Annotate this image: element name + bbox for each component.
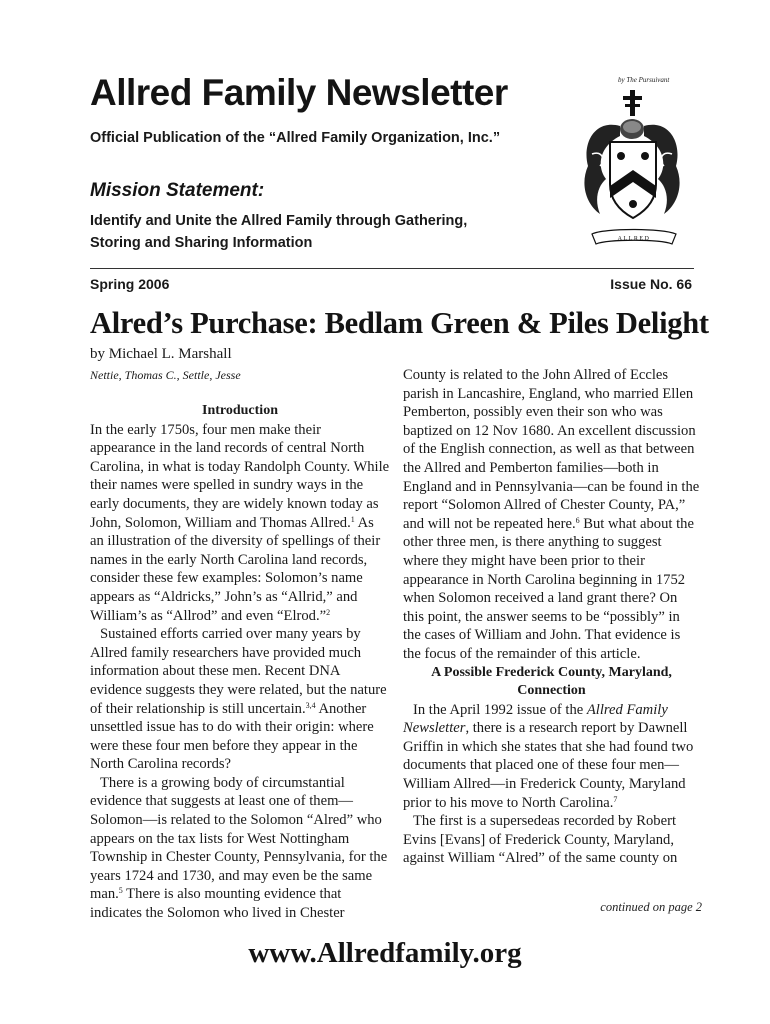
crest-top-text: by The Pursuivant bbox=[618, 76, 670, 84]
section-heading: A Possible Frederick County, Maryland, Connection bbox=[431, 664, 672, 699]
article-column-left bbox=[90, 366, 390, 923]
article-column-right bbox=[403, 366, 700, 868]
footnote-ref: 3,4 bbox=[305, 700, 316, 710]
article-tags: Nettie, Thomas C., Settle, Jesse bbox=[90, 368, 241, 382]
article-byline: by Michael L. Marshall bbox=[90, 346, 232, 362]
paragraph-3: There is a growing body of circumstantial evidence that suggests at least one of them—Solomon—is related to the Solomon “Alred” who appears on the tax lists for West Nottingham Township in Chester County, Pennsylvania, for the years 1724 and 1730, and may even be the same man.$^5$ There is also mounting evidence that indicates the Solomon who lived in Chester bbox=[90, 774, 388, 922]
article-title: Alred’s Purchase: Bedlam Green & Piles Delight bbox=[90, 306, 709, 340]
footnote-ref: 7 bbox=[613, 794, 618, 804]
intro-heading: Introduction bbox=[202, 403, 278, 418]
issue-date: Spring 2006 bbox=[90, 276, 170, 292]
mission-line-1: Identify and Unite the Allred Family through Gathering, bbox=[90, 213, 468, 229]
paragraph-4: County is related to the John Allred of Eccles parish in Lancashire, England, who married Ellen Pemberton, possibly even their son who was baptized on 12 Nov 1680. An excellent discussion of the English connection, as well as that between the Allred and Pemberton families—both in England and in Pennsylvania—can be found in the report “Solomon Allred of Chester County, PA,” and will not be repeated here.$^6$ But what about the other three men, is there anything to suggest where they might have been prior to their appearance in North Carolina beginning in 1752 when Solomon received a land grant there? On this point, the answer seems to be “possibly” in the cases of William and John. That evidence is the focus of the remainder of this article. bbox=[403, 367, 700, 662]
issue-number: Issue No. 66 bbox=[610, 276, 692, 292]
footnote-ref: 5 bbox=[118, 886, 123, 896]
mission-line-2: Storing and Sharing Information bbox=[90, 235, 313, 251]
footnote-ref: 2 bbox=[326, 607, 331, 617]
newsletter-title: Allred Family Newsletter bbox=[90, 72, 508, 113]
paragraph-6: The first is a supersedeas recorded by Robert Evins [Evans] of Frederick County, Maryland, against William “Alred” of the same county on bbox=[403, 813, 678, 867]
mission-heading: Mission Statement: bbox=[90, 180, 265, 201]
footnote-ref: 1 bbox=[350, 514, 355, 524]
paragraph-2: Sustained efforts carried over many years by Allred family researchers have provided much information about these men. Recent DNA evidence suggests they were related, but the nature of their relationship is still uncertain.$^{3,4}$ Another unsettled issue has to do with their origin: where were these four men before they appear in the North Carolina records? bbox=[90, 626, 387, 773]
footnote-ref: 6 bbox=[575, 515, 580, 525]
coat-of-arms-icon bbox=[574, 74, 694, 252]
website-link[interactable]: www.Allredfamily.org bbox=[248, 937, 522, 969]
crest-motto: ALLRED bbox=[617, 236, 651, 242]
newsletter-subtitle: Official Publication of the “Allred Family Organization, Inc.” bbox=[90, 130, 501, 146]
paragraph-5: In the April 1992 issue of the Allred Family Newsletter, there is a research report by Dawnell Griffin in which she states that she had found two documents that placed one of these four men—William Allred—in Frederick County, Maryland prior to his move to North Carolina.$^7$ bbox=[403, 701, 694, 811]
mission-statement bbox=[90, 210, 467, 254]
header-divider bbox=[90, 268, 694, 269]
paragraph-1: In the early 1750s, four men make their appearance in the land records of central North Carolina, in what is today Randolph County. While their names were spelled in sundry ways in the early documents, they are widely known today as John, Solomon, William and Thomas Allred.$^1$ As an illustration of the diversity of spellings of their names in the early North Carolina land records, consider these few examples: Solomon’s name appears as “Aldricks,” John’s as “Allrid,” and William’s as “Allrod” and even “Elrod.”$^2$ bbox=[90, 421, 390, 624]
continued-note: continued on page 2 bbox=[600, 900, 702, 914]
